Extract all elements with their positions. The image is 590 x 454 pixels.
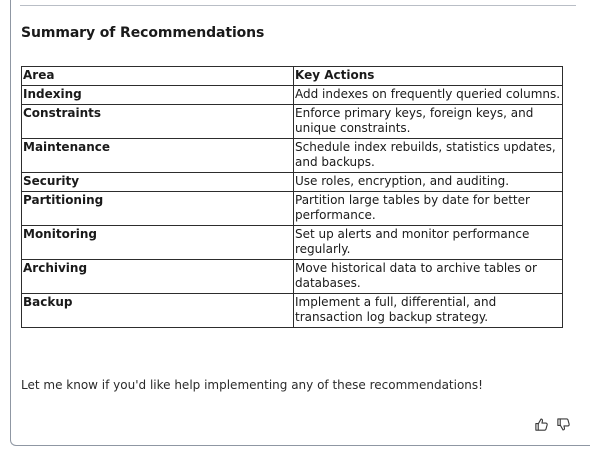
area-cell: Backup <box>22 294 294 328</box>
table-row <box>22 86 563 105</box>
area-cell: Monitoring <box>22 226 294 260</box>
closing-message: Let me know if you'd like help implementing any of these recommendations! <box>21 378 483 392</box>
table-row <box>22 192 563 226</box>
action-cell: Schedule index rebuilds, statistics updates, and backups. <box>294 139 563 173</box>
area-cell: Security <box>22 173 294 192</box>
header-area: Area <box>22 67 294 86</box>
table-row <box>22 105 563 139</box>
action-cell: Set up alerts and monitor performance regularly. <box>294 226 563 260</box>
action-cell: Add indexes on frequently queried columns. <box>294 86 563 105</box>
area-cell: Archiving <box>22 260 294 294</box>
divider <box>20 5 576 6</box>
table-header-row <box>22 67 563 86</box>
action-cell: Implement a full, differential, and transaction log backup strategy. <box>294 294 563 328</box>
action-cell: Move historical data to archive tables or databases. <box>294 260 563 294</box>
table-row <box>22 139 563 173</box>
section-title: Summary of Recommendations <box>21 25 265 41</box>
thumbs-up-icon <box>534 417 549 432</box>
feedback-buttons <box>532 415 572 433</box>
thumbs-down-button[interactable] <box>554 415 572 433</box>
action-cell: Use roles, encryption, and auditing. <box>294 173 563 192</box>
recommendations-table <box>21 66 563 328</box>
action-cell: Partition large tables by date for better performance. <box>294 192 563 226</box>
table-row <box>22 226 563 260</box>
table-row <box>22 294 563 328</box>
area-cell: Maintenance <box>22 139 294 173</box>
header-key-actions: Key Actions <box>294 67 563 86</box>
table-row <box>22 173 563 192</box>
thumbs-up-button[interactable] <box>532 415 550 433</box>
thumbs-down-icon <box>556 417 571 432</box>
action-cell: Enforce primary keys, foreign keys, and unique constraints. <box>294 105 563 139</box>
area-cell: Constraints <box>22 105 294 139</box>
area-cell: Indexing <box>22 86 294 105</box>
table-row <box>22 260 563 294</box>
area-cell: Partitioning <box>22 192 294 226</box>
